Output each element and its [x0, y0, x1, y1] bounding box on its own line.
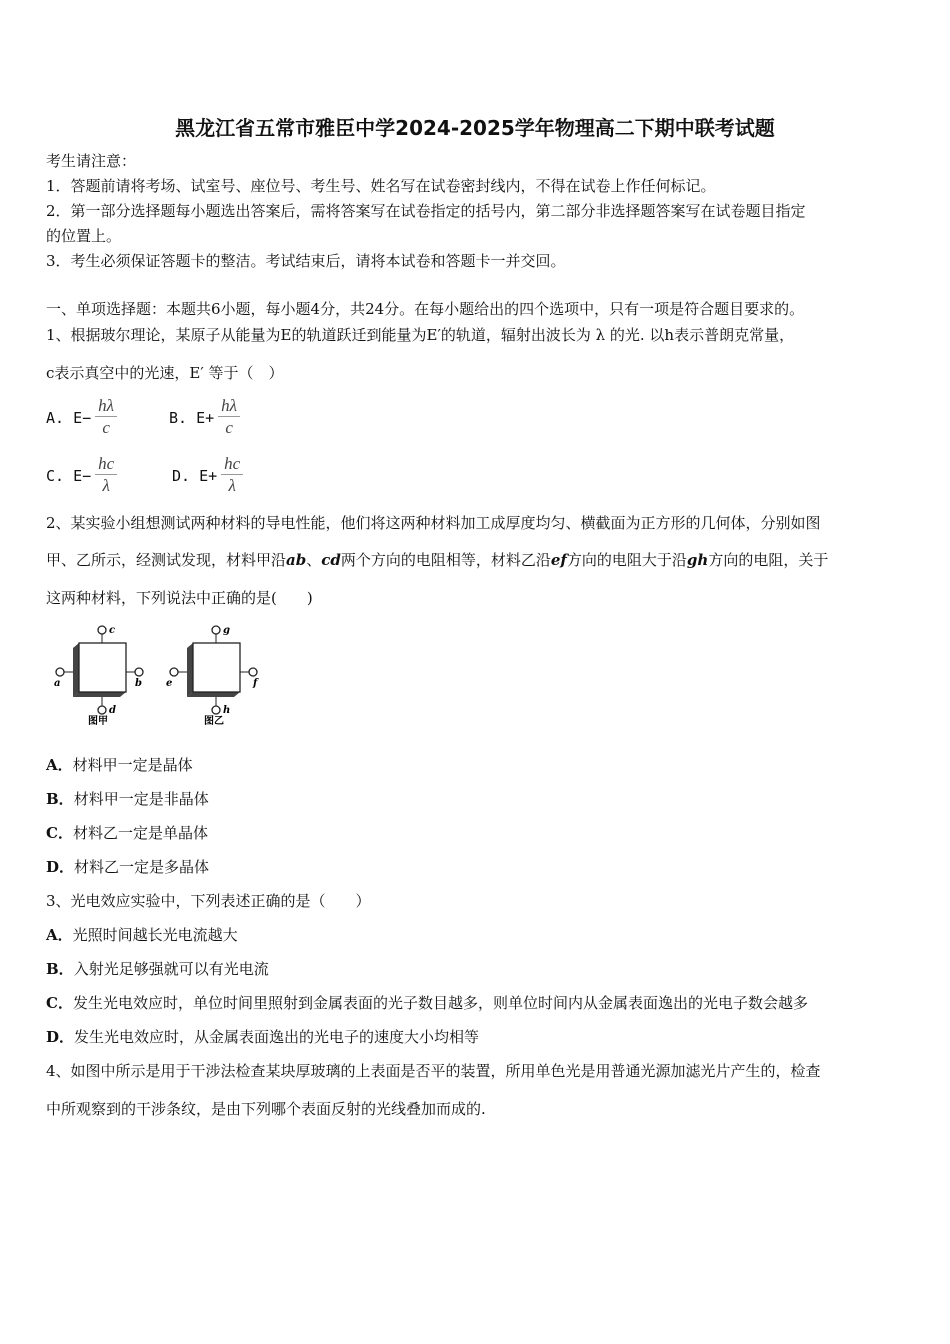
figure-jia [54, 625, 143, 727]
option-label: A. E− [46, 408, 92, 427]
option-label: C． [46, 824, 73, 842]
label-a: a [54, 678, 61, 689]
fraction [95, 454, 117, 497]
label-e: e [166, 678, 173, 689]
text: 甲、乙所示，经测试发现，材料甲沿 [46, 551, 287, 569]
q2-figure [44, 620, 274, 730]
q1-stem: 1、根据玻尔理论，某原子从能量为E的轨道跃迁到能量为E′的轨道，辐射出波长为 λ 的光. 以h表示普朗克常量， [46, 326, 795, 344]
q2-option-b [46, 789, 209, 809]
numerator: hλ [95, 396, 117, 417]
q2-stem: 2、某实验小组想测试两种材料的导电性能，他们将这两种材料加工成厚度均匀、横截面为正方形的几何体，分别如图 [46, 514, 821, 532]
option-text: 光照时间越长光电流越大 [72, 926, 238, 944]
text: 两个方向的电阻相等，材料乙沿 [340, 551, 551, 569]
option-label: D． [46, 1028, 75, 1046]
text: 方向的电阻大于沿 [566, 551, 687, 569]
text: 方向的电阻，关于 [708, 551, 829, 569]
q1-option-d [172, 454, 243, 497]
option-label: A． [46, 756, 73, 774]
q2-stem [46, 550, 828, 570]
denominator: λ [228, 476, 236, 495]
q1-stem: c表示真空中的光速，E′ 等于（ ） [46, 364, 284, 382]
q1-option-b [169, 396, 240, 439]
q3-option-c [46, 993, 808, 1013]
option-label: C． [46, 994, 73, 1012]
label-h: h [223, 705, 231, 716]
q3-option-d [46, 1027, 479, 1047]
q3-stem: 3、光电效应实验中，下列表述正确的是（ ） [46, 892, 371, 910]
fraction [221, 454, 243, 497]
notice-item: 3．考生必须保证答题卡的整洁。考试结束后，请将本试卷和答题卡一并交回。 [46, 252, 566, 270]
option-text: 发生光电效应时，单位时间里照射到金属表面的光子数目越多，则单位时间内从金属表面逸出的光电子数会越多 [72, 994, 808, 1012]
notice-heading: 考生请注意： [46, 152, 137, 170]
numerator: hc [95, 454, 117, 475]
q2-option-a [46, 755, 193, 775]
option-text: 发生光电效应时，从金属表面逸出的光电子的速度大小均相等 [74, 1028, 480, 1046]
q4-stem: 中所观察到的干涉条纹，是由下列哪个表面反射的光线叠加而成的. [46, 1100, 486, 1118]
notice-item: 2．第一部分选择题每小题选出答案后，需将答案写在试卷指定的括号内，第二部分非选择题答案写在试卷题目指定 [46, 202, 806, 220]
notice-item: 1．答题前请将考场、试室号、座位号、考生号、姓名写在试卷密封线内，不得在试卷上作任何标记。 [46, 177, 716, 195]
var-cd: cd [321, 551, 341, 569]
option-label: B. E+ [169, 408, 215, 427]
option-label: D. E+ [172, 466, 218, 485]
section-heading: 一、单项选择题：本题共6小题，每小题4分，共24分。在每小题给出的四个选项中，只有一项是符合题目要求的。 [46, 300, 805, 318]
option-text: 材料乙一定是单晶体 [72, 824, 208, 842]
q3-option-a [46, 925, 238, 945]
option-label: B． [46, 790, 74, 808]
option-label: B． [46, 960, 74, 978]
caption-yi: 图乙 [204, 716, 224, 727]
text: 、 [306, 551, 322, 569]
option-text: 材料乙一定是多晶体 [74, 858, 210, 876]
option-text: 入射光足够强就可以有光电流 [73, 960, 269, 978]
var-ab: ab [286, 551, 307, 569]
numerator: hc [221, 454, 243, 475]
fraction [218, 396, 240, 439]
caption-jia: 图甲 [88, 716, 108, 727]
label-b: b [135, 678, 142, 689]
label-f: f [253, 678, 258, 689]
q2-option-c [46, 823, 208, 843]
page-title: 黑龙江省五常市雅臣中学2024-2025学年物理高二下期中联考试题 [175, 116, 775, 140]
q3-option-b [46, 959, 269, 979]
option-text: 材料甲一定是晶体 [72, 756, 193, 774]
denominator: c [225, 418, 233, 437]
var-gh: gh [686, 551, 709, 569]
q2-option-d [46, 857, 209, 877]
q1-option-a [46, 396, 117, 439]
q1-option-c [46, 454, 117, 497]
q2-stem: 这两种材料，下列说法中正确的是( ) [46, 589, 313, 607]
option-label: D． [46, 858, 75, 876]
notice-item: 的位置上。 [46, 227, 122, 245]
q4-stem: 4、如图中所示是用于干涉法检查某块厚玻璃的上表面是否平的装置，所用单色光是用普通光源加滤光片产生的，检查 [46, 1062, 821, 1080]
label-d: d [109, 705, 116, 716]
option-text: 材料甲一定是非晶体 [73, 790, 209, 808]
denominator: c [102, 418, 110, 437]
figure-yi [166, 625, 259, 727]
numerator: hλ [218, 396, 240, 417]
option-label: C. E− [46, 466, 92, 485]
var-ef: ef [550, 551, 567, 569]
label-g: g [223, 625, 230, 636]
option-label: A． [46, 926, 73, 944]
denominator: λ [102, 476, 110, 495]
fraction [95, 396, 117, 439]
label-c: c [109, 625, 116, 636]
